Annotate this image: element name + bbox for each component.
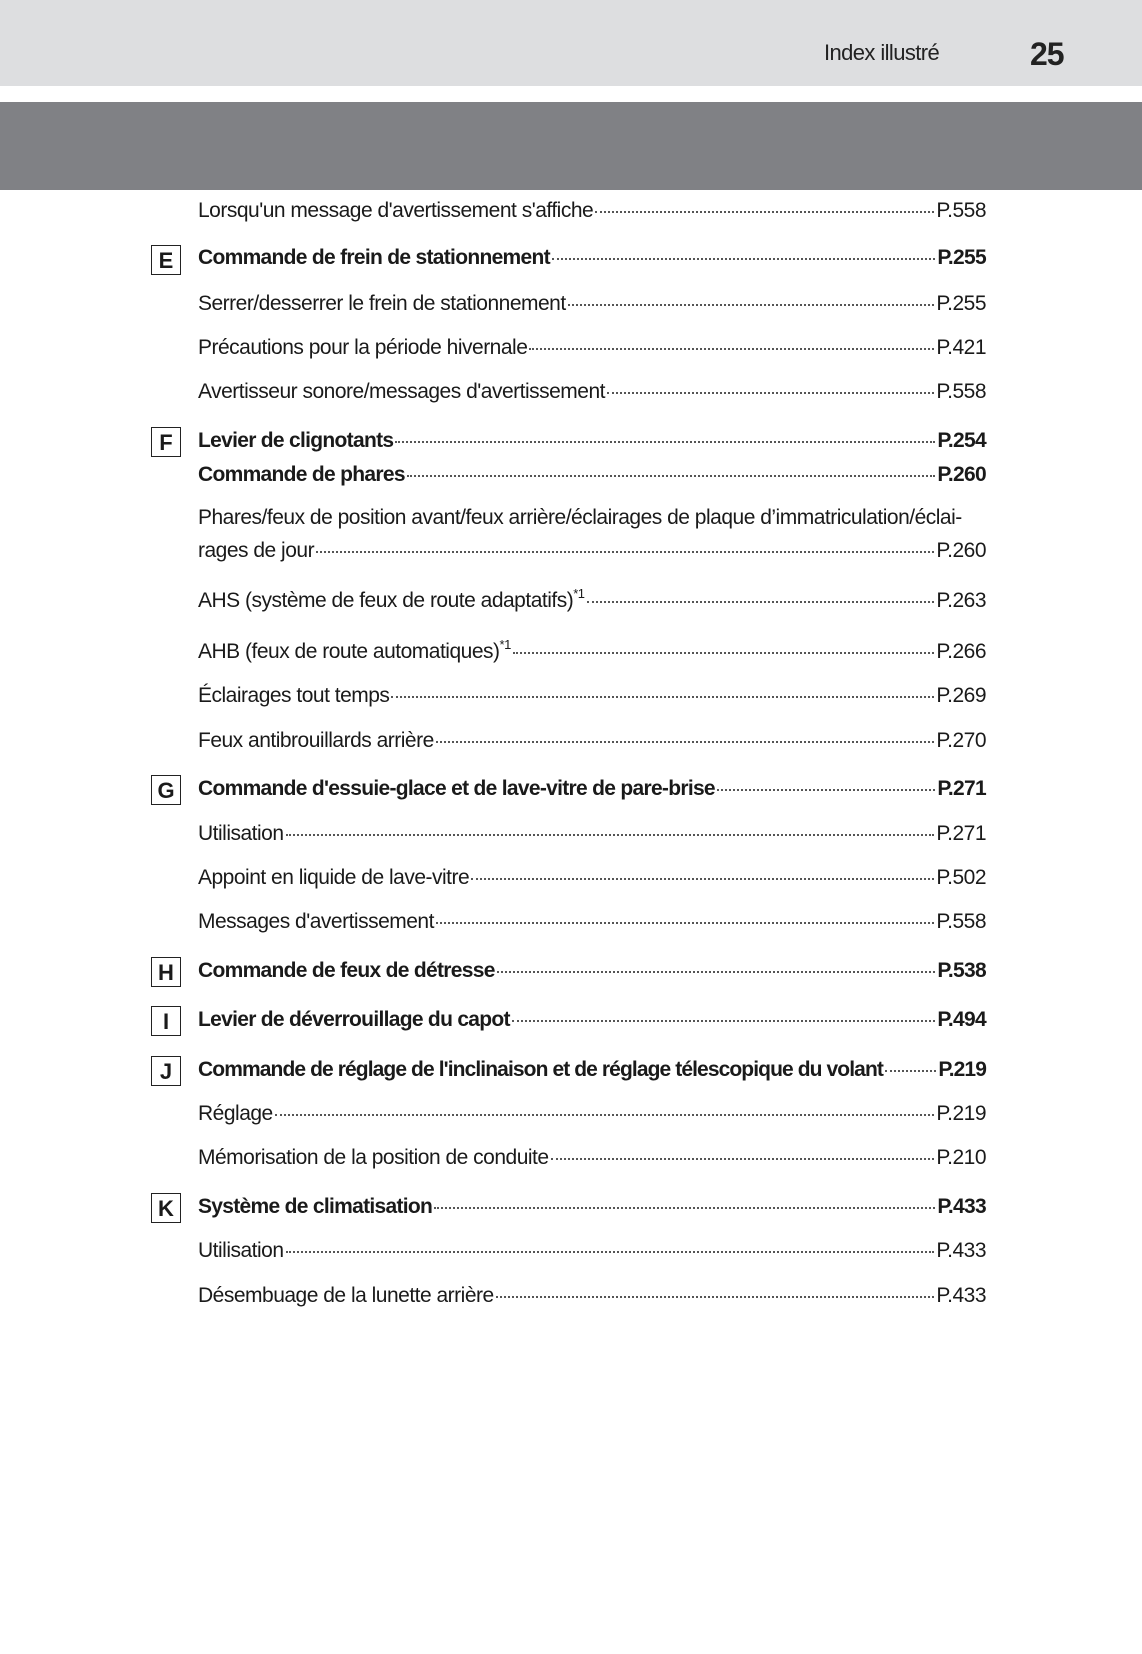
letter-marker: G (151, 775, 181, 805)
entry-label: Feux antibrouillards arrière (198, 729, 434, 752)
page-ref[interactable]: P.271 (936, 822, 986, 845)
index-entry (198, 1238, 986, 1264)
dot-leader (552, 258, 935, 260)
entry-label: Levier de clignotants (198, 429, 394, 452)
page-ref[interactable]: P.263 (936, 589, 986, 612)
entry-label: Mémorisation de la position de conduite (198, 1146, 549, 1169)
dot-leader (595, 211, 934, 213)
page-ref[interactable]: P.421 (936, 336, 986, 359)
entry-label: Précautions pour la période hivernale (198, 336, 528, 359)
entry-label: Messages d'avertissement (198, 910, 434, 933)
page-ref[interactable]: P.255 (936, 292, 986, 315)
index-entry (198, 428, 986, 454)
index-entry (198, 1101, 986, 1127)
page-ref[interactable]: P.558 (936, 910, 986, 933)
page-ref[interactable]: P.219 (936, 1102, 986, 1125)
dot-leader (512, 1020, 935, 1022)
index-entry (198, 639, 986, 665)
dot-leader (717, 789, 935, 791)
dot-leader (395, 441, 935, 443)
index-entry (198, 776, 986, 802)
entry-label: Système de climatisation (198, 1195, 433, 1218)
page-ref[interactable]: P.266 (936, 640, 986, 663)
dot-leader (434, 1207, 935, 1209)
page-number: 25 (1030, 36, 1064, 72)
dot-leader (551, 1158, 935, 1160)
dot-leader (436, 741, 935, 743)
page-ref[interactable]: P.433 (937, 1195, 986, 1218)
dot-leader (496, 1296, 935, 1298)
index-entry (198, 462, 986, 488)
index-entry (198, 245, 986, 271)
page-ref[interactable]: P.255 (937, 246, 986, 269)
index-entry (198, 958, 986, 984)
index-entry (198, 909, 986, 935)
index-entry (198, 335, 986, 361)
page-ref[interactable]: P.270 (936, 729, 986, 752)
index-entry (198, 1145, 986, 1171)
entry-label: Commande de frein de stationnement (198, 246, 550, 269)
letter-marker: K (151, 1193, 181, 1223)
letter-marker: E (151, 245, 181, 275)
page-ref[interactable]: P.558 (936, 380, 986, 403)
page-ref[interactable]: P.269 (936, 684, 986, 707)
page-ref[interactable]: P.558 (936, 199, 986, 222)
entry-label-line1: Phares/feux de position avant/feux arrière/éclairages de plaque d’immatriculation/éclai- (198, 506, 962, 529)
index-entry (198, 198, 986, 224)
letter-marker: I (151, 1006, 181, 1036)
dot-leader (391, 696, 934, 698)
page-ref[interactable]: P.219 (938, 1058, 986, 1081)
page-ref[interactable]: P.538 (937, 959, 986, 982)
entry-label: Réglage (198, 1102, 273, 1125)
page-ref[interactable]: P.433 (936, 1239, 986, 1262)
entry-label: Éclairages tout temps (198, 684, 390, 707)
dot-leader (407, 475, 936, 477)
page-ref[interactable]: P.494 (937, 1008, 986, 1031)
page-ref[interactable]: P.271 (937, 777, 986, 800)
entry-label: Serrer/desserrer le frein de stationnement (198, 292, 566, 315)
dot-leader (568, 304, 935, 306)
entry-label: AHS (système de feux de route adaptatifs) (198, 589, 574, 612)
dot-leader (275, 1114, 935, 1116)
dot-leader (436, 922, 934, 924)
dot-leader (607, 392, 934, 394)
page-ref[interactable]: P.502 (936, 866, 986, 889)
entry-label: Désembuage de la lunette arrière (198, 1284, 494, 1307)
index-entry (198, 1007, 986, 1033)
dot-leader (316, 551, 934, 553)
page-header (0, 0, 1142, 86)
entry-label: Lorsqu'un message d'avertissement s'affiche (198, 199, 594, 222)
dot-leader (529, 348, 934, 350)
dot-leader (471, 878, 934, 880)
section-title: Index illustré (824, 40, 940, 65)
index-entry (198, 728, 986, 754)
entry-label: Commande de feux de détresse (198, 959, 495, 982)
dot-leader (286, 834, 935, 836)
entry-label: Commande de réglage de l'inclinaison et de réglage télescopique du volant (198, 1058, 883, 1081)
index-entry (198, 379, 986, 405)
dot-leader (513, 652, 935, 654)
entry-label: Avertisseur sonore/messages d'avertissement (198, 380, 605, 403)
entry-label: Utilisation (198, 1239, 284, 1262)
page-ref[interactable]: P.433 (936, 1284, 986, 1307)
index-entry (198, 865, 986, 891)
index-entry (198, 821, 986, 847)
entry-label: Commande d'essuie-glace et de lave-vitre de pare-brise (198, 777, 715, 800)
page-ref[interactable]: P.254 (937, 429, 986, 452)
footnote-mark: *1 (573, 586, 585, 601)
letter-marker: H (151, 957, 181, 987)
dot-leader (587, 601, 935, 603)
entry-label: Commande de phares (198, 463, 405, 486)
page-ref[interactable]: P.210 (936, 1146, 986, 1169)
index-entry (198, 538, 986, 564)
dot-leader (286, 1251, 935, 1253)
letter-marker: F (151, 427, 181, 457)
header-band (0, 102, 1142, 190)
entry-label: AHB (feux de route automatiques) (198, 640, 500, 663)
index-entry (198, 1283, 986, 1309)
entry-label-line2: rages de jour (198, 539, 315, 562)
page-ref[interactable]: P.260 (936, 539, 986, 562)
index-entry (198, 588, 986, 614)
footnote-mark: *1 (499, 637, 511, 652)
index-entry (198, 1057, 986, 1083)
index-entry (198, 291, 986, 317)
entry-label: Utilisation (198, 822, 284, 845)
page-ref[interactable]: P.260 (937, 463, 986, 486)
index-entry (198, 1194, 986, 1220)
dot-leader (885, 1070, 936, 1072)
entry-label: Levier de déverrouillage du capot (198, 1008, 510, 1031)
entry-label: Appoint en liquide de lave-vitre (198, 866, 470, 889)
dot-leader (497, 971, 936, 973)
index-entry (198, 683, 986, 709)
letter-marker: J (151, 1056, 181, 1086)
